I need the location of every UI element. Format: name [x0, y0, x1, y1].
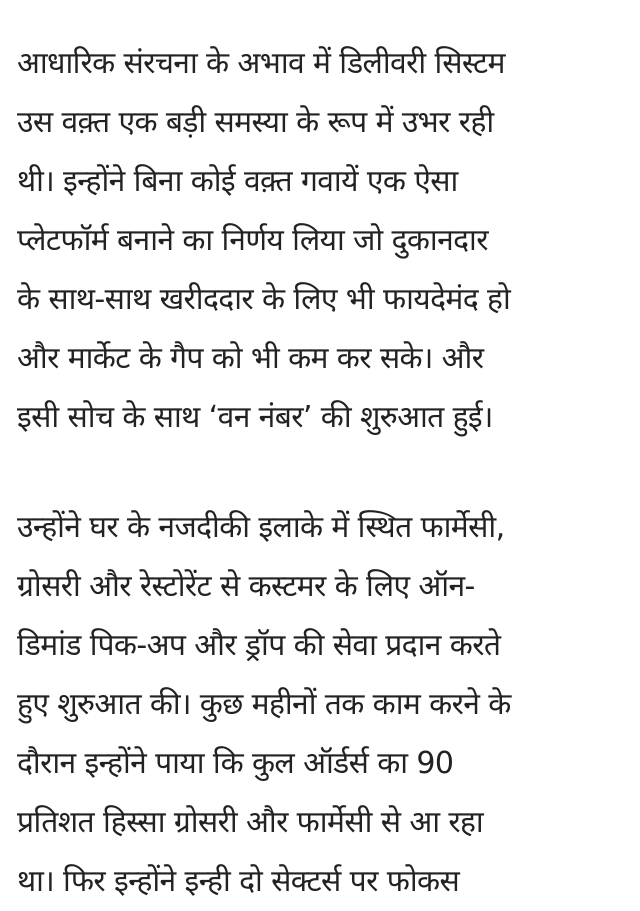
text-line: के साथ-साथ खरीददार के लिए भी फायदेमंद हो: [17, 282, 511, 317]
paragraph-2: [17, 498, 629, 911]
text-line: इसी सोच के साथ ‘वन नंबर’ की शुरुआत हुई।: [17, 400, 493, 435]
text-line: उन्होंने घर के नजदीकी इलाके में स्थित फार्मेसी,: [17, 510, 505, 545]
text-line: डिमांड पिक-अप और ड्रॉप की सेवा प्रदान करते: [17, 628, 501, 663]
text-line: थी। इन्होंने बिना कोई वक़्त गवायें एक ऐसा: [17, 164, 458, 199]
article-body: [17, 34, 629, 911]
text-line: आधारिक संरचना के अभाव में डिलीवरी सिस्टम: [17, 46, 505, 81]
text-line: उस वक़्त एक बड़ी समस्या के रूप में उभर रही: [17, 105, 494, 140]
text-line: था। फिर इन्होंने इन्ही दो सेक्टर्स पर फोकस: [17, 864, 460, 899]
text-line: ग्रोसरी और रेस्टोरेंट से कस्टमर के लिए ऑन-: [17, 569, 475, 604]
text-line: प्रतिशत हिस्सा ग्रोसरी और फार्मेसी से आ रहा: [17, 805, 484, 840]
text-line: प्लेटफॉर्म बनाने का निर्णय लिया जो दुकानदार: [17, 223, 488, 258]
text-line: और मार्केट के गैप को भी कम कर सके। और: [17, 341, 484, 376]
text-line: हुए शुरुआत की। कुछ महीनों तक काम करने के: [17, 687, 511, 722]
text-line: दौरान इन्होंने पाया कि कुल ऑर्डर्स का 90: [17, 746, 454, 781]
paragraph-1: [17, 34, 629, 447]
